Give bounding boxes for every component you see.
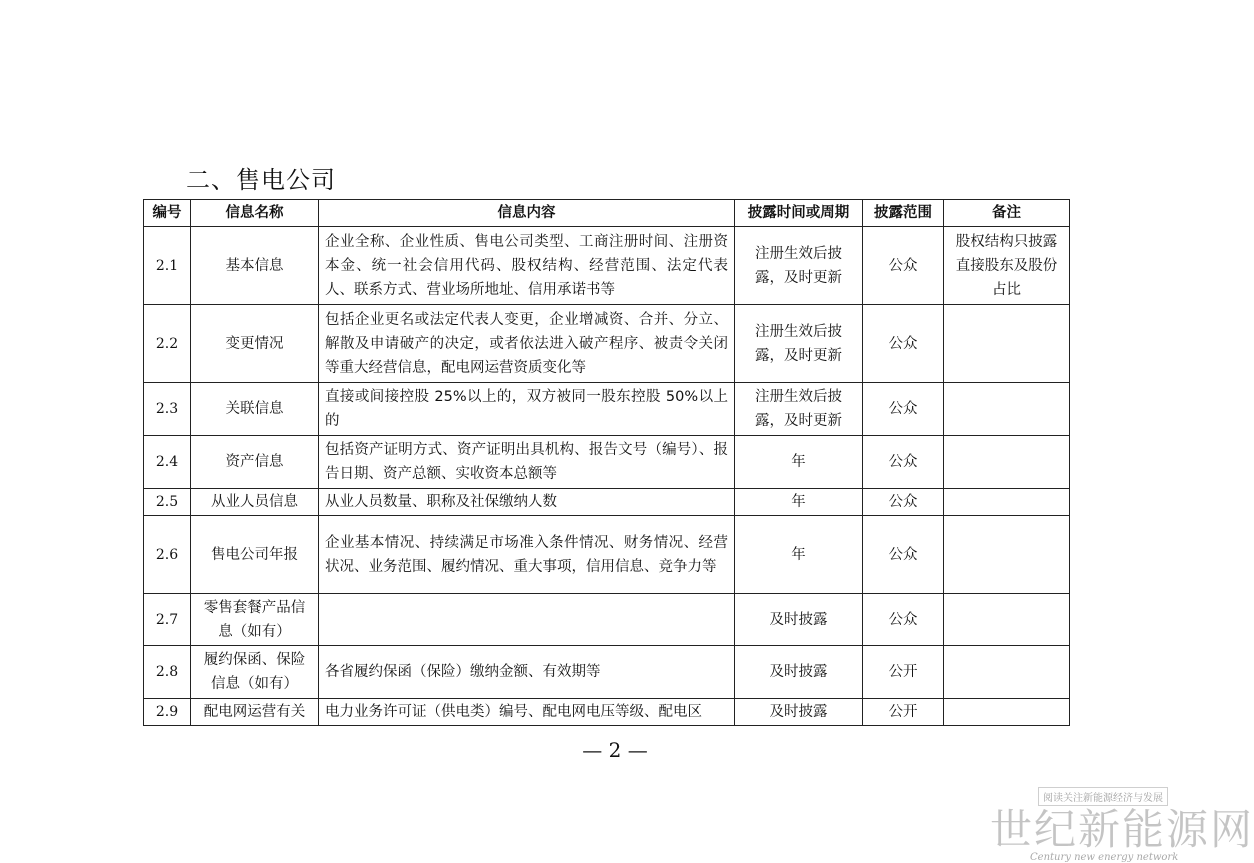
row-period: 年 <box>735 436 863 489</box>
row-name: 变更情况 <box>191 305 319 383</box>
row-number: 2.4 <box>144 436 191 489</box>
header-info-name: 信息名称 <box>191 200 319 227</box>
row-content: 从业人员数量、职称及社保缴纳人数 <box>319 489 735 516</box>
row-period: 年 <box>735 489 863 516</box>
section-title: 二、售电公司 <box>186 166 336 194</box>
row-content: 电力业务许可证（供电类）编号、配电网电压等级、配电区 <box>319 699 735 726</box>
row-remark: 股权结构只披露直接股东及股份占比 <box>944 227 1070 305</box>
row-content: 包括企业更名或法定代表人变更，企业增减资、合并、分立、解散及申请破产的决定，或者依法进入破产程序、被责令关闭等重大经营信息，配电网运营资质变化等 <box>319 305 735 383</box>
row-remark <box>944 436 1070 489</box>
table-row <box>144 305 1070 383</box>
row-remark <box>944 516 1070 594</box>
table-row <box>144 489 1070 516</box>
row-number: 2.9 <box>144 699 191 726</box>
row-name: 关联信息 <box>191 383 319 436</box>
header-disclosure-period: 披露时间或周期 <box>735 200 863 227</box>
table-row <box>144 383 1070 436</box>
row-period: 及时披露 <box>735 646 863 699</box>
row-scope: 公众 <box>863 383 944 436</box>
row-content: 直接或间接控股 25%以上的，双方被同一股东控股 50%以上的 <box>319 383 735 436</box>
row-remark <box>944 383 1070 436</box>
header-disclosure-scope: 披露范围 <box>863 200 944 227</box>
row-number: 2.1 <box>144 227 191 305</box>
row-period: 注册生效后披露，及时更新 <box>735 305 863 383</box>
row-name: 基本信息 <box>191 227 319 305</box>
row-scope: 公众 <box>863 436 944 489</box>
row-content <box>319 594 735 646</box>
row-number: 2.6 <box>144 516 191 594</box>
page-number: — 2 — <box>582 738 648 762</box>
watermark-brand: 世纪新能源网 <box>990 805 1254 854</box>
disclosure-table <box>143 199 1070 726</box>
row-name: 从业人员信息 <box>191 489 319 516</box>
row-number: 2.3 <box>144 383 191 436</box>
watermark-slogan: 阅读关注新能源经济与发展 <box>1038 787 1168 806</box>
header-number: 编号 <box>144 200 191 227</box>
row-name: 售电公司年报 <box>191 516 319 594</box>
row-scope: 公众 <box>863 227 944 305</box>
watermark-logo <box>990 786 1254 863</box>
row-scope: 公开 <box>863 699 944 726</box>
header-remark: 备注 <box>944 200 1070 227</box>
table-row <box>144 594 1070 646</box>
row-period: 注册生效后披露，及时更新 <box>735 227 863 305</box>
row-scope: 公开 <box>863 646 944 699</box>
row-name: 配电网运营有关 <box>191 699 319 726</box>
row-number: 2.2 <box>144 305 191 383</box>
row-name: 零售套餐产品信息（如有） <box>191 594 319 646</box>
watermark-brand-en: Century new energy network <box>1030 852 1179 863</box>
header-info-content: 信息内容 <box>319 200 735 227</box>
row-content: 企业基本情况、持续满足市场准入条件情况、财务情况、经营状况、业务范围、履约情况、重大事项，信用信息、竞争力等 <box>319 516 735 594</box>
table-header-row <box>144 200 1070 227</box>
row-remark <box>944 594 1070 646</box>
row-content: 包括资产证明方式、资产证明出具机构、报告文号（编号）、报告日期、资产总额、实收资本总额等 <box>319 436 735 489</box>
row-scope: 公众 <box>863 594 944 646</box>
row-scope: 公众 <box>863 489 944 516</box>
row-number: 2.8 <box>144 646 191 699</box>
row-remark <box>944 646 1070 699</box>
row-scope: 公众 <box>863 305 944 383</box>
row-period: 年 <box>735 516 863 594</box>
row-remark <box>944 305 1070 383</box>
table-row <box>144 227 1070 305</box>
row-content: 各省履约保函（保险）缴纳金额、有效期等 <box>319 646 735 699</box>
row-scope: 公众 <box>863 516 944 594</box>
table-row <box>144 699 1070 726</box>
row-number: 2.5 <box>144 489 191 516</box>
table-row <box>144 646 1070 699</box>
row-name: 履约保函、保险信息（如有） <box>191 646 319 699</box>
row-period: 注册生效后披露，及时更新 <box>735 383 863 436</box>
row-number: 2.7 <box>144 594 191 646</box>
row-content: 企业全称、企业性质、售电公司类型、工商注册时间、注册资本金、统一社会信用代码、股权结构、经营范围、法定代表人、联系方式、营业场所地址、信用承诺书等 <box>319 227 735 305</box>
row-period: 及时披露 <box>735 699 863 726</box>
row-remark <box>944 699 1070 726</box>
row-period: 及时披露 <box>735 594 863 646</box>
table-row <box>144 516 1070 594</box>
row-name: 资产信息 <box>191 436 319 489</box>
row-remark <box>944 489 1070 516</box>
table-row <box>144 436 1070 489</box>
